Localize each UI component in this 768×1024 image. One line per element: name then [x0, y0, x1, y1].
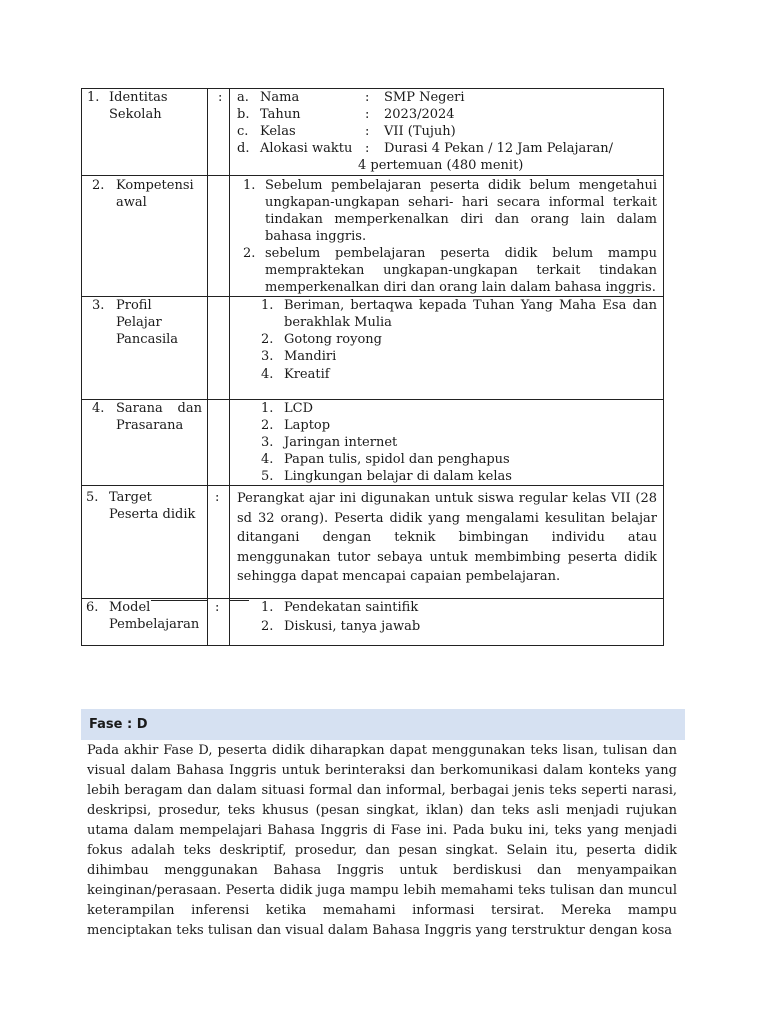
item-value: SMP Negeri [384, 90, 465, 105]
item-key: Alokasi waktu [260, 141, 353, 156]
list-number: 4. [261, 367, 274, 382]
list-number: 1. [261, 401, 274, 416]
list-item: Sebelum pembelajaran peserta didik belum mengetahui ungkapan-ungkapan sehari- hari secara informal terkait tindakan memperkenalkan diri dan orang lain dalam bahasa inggris. [265, 178, 657, 244]
row-label: Identitas [109, 90, 168, 105]
row-label: Model [109, 600, 151, 615]
row-number: 4. [92, 401, 105, 416]
list-number: 2. [261, 418, 274, 433]
row-label: Pembelajaran [109, 617, 200, 632]
target-description: Perangkat ajar ini digunakan untuk siswa regular kelas VII (28 sd 32 orang). Peserta didik yang mengalami kesulitan belajar ditangani dengan teknik bimbingan individu atau menggunakan tutor sebaya untuk membimbing peserta didik sehingga dapat mencapai capaian pembelajaran. [237, 491, 657, 584]
row-number: 1. [87, 90, 100, 105]
list-item: sebelum pembelajaran peserta didik belum mampu mempraktekan ungkapan-ungkapan terkait tindakan memperkenalkan diri dan orang lain dalam bahasa inggris. [265, 246, 657, 295]
list-item: Gotong royong [284, 332, 382, 347]
item-value-cont: 4 pertemuan (480 menit) [358, 158, 524, 173]
row-label: Kompetensi [116, 178, 194, 193]
fase-heading: Fase : D [89, 717, 148, 732]
item-colon: : [365, 141, 370, 156]
row-label: Pelajar [116, 315, 162, 330]
list-item: Beriman, bertaqwa kepada Tuhan Yang Maha Esa dan berakhlak Mulia [284, 298, 657, 330]
row-number: 5. [86, 490, 99, 505]
list-number: 3. [261, 349, 274, 364]
item-colon: : [365, 107, 370, 122]
list-item: Lingkungan belajar di dalam kelas [284, 469, 512, 484]
item-letter: c. [237, 124, 249, 139]
list-item: Kreatif [284, 367, 330, 382]
item-colon: : [365, 90, 370, 105]
item-letter: a. [237, 90, 249, 105]
list-item: LCD [284, 401, 314, 416]
row-label: Pancasila [116, 332, 179, 347]
item-value: 2023/2024 [384, 107, 455, 122]
item-value: Durasi 4 Pekan / 12 Jam Pelajaran/ [384, 141, 613, 156]
row-label: Prasarana [116, 418, 184, 433]
item-colon: : [365, 124, 370, 139]
list-number: 2. [261, 332, 274, 347]
row-label: awal [116, 195, 147, 210]
list-item: Mandiri [284, 349, 337, 364]
list-number: 1. [261, 600, 274, 615]
item-key: Nama [260, 90, 300, 105]
fase-heading-bar [81, 709, 685, 740]
item-key: Tahun [260, 107, 301, 122]
row-label: Target [109, 490, 152, 505]
row-label: Peserta didik [109, 507, 196, 522]
list-item: Diskusi, tanya jawab [284, 619, 421, 634]
row-number: 2. [92, 178, 105, 193]
list-number: 3. [261, 435, 274, 450]
row-number: 3. [92, 298, 105, 313]
list-item: Laptop [284, 418, 331, 433]
colon: : [215, 600, 220, 615]
list-item: Pendekatan saintifik [284, 600, 419, 615]
list-item: Jaringan internet [284, 435, 398, 450]
item-letter: d. [237, 141, 250, 156]
list-number: 1. [261, 298, 274, 313]
item-letter: b. [237, 107, 250, 122]
row-label: Profil [116, 298, 152, 313]
list-number: 5. [261, 469, 274, 484]
item-key: Kelas [260, 124, 296, 139]
row-label: Sekolah [109, 107, 162, 122]
list-number: 4. [261, 452, 274, 467]
row-label: Sarana dan [116, 401, 202, 416]
list-number: 2. [261, 619, 274, 634]
list-number: 2. [243, 246, 256, 261]
colon: : [215, 490, 220, 505]
colon: : [218, 90, 223, 105]
row-number: 6. [86, 600, 99, 615]
list-item: Papan tulis, spidol dan penghapus [284, 452, 510, 467]
fase-paragraph: Pada akhir Fase D, peserta didik diharapkan dapat menggunakan teks lisan, tulisan dan visual dalam Bahasa Inggris untuk berinteraksi dan berkomunikasi dalam konteks yang lebih beragam dan dalam situasi formal dan informal, berbagai jenis teks seperti narasi, deskripsi, prosedur, teks khusus (pesan singkat, iklan) dan teks asli menjadi rujukan utama dalam mempelajari Bahasa Inggris di Fase ini. Pada buku ini, teks yang menjadi fokus adalah teks deskriptif, prosedur, dan pesan singkat. Selain itu, peserta didik dihimbau menggunakan Bahasa Inggris untuk berdiskusi dan menyampaikan keinginan/perasaan. Peserta didik juga mampu lebih memahami teks tulisan dan muncul keterampilan inferensi ketika memahami informasi tersirat. Mereka mampu menciptakan teks tulisan dan visual dalam Bahasa Inggris yang terstruktur dengan kosa [87, 743, 677, 938]
list-number: 1. [243, 178, 256, 193]
item-value: VII (Tujuh) [384, 124, 456, 139]
